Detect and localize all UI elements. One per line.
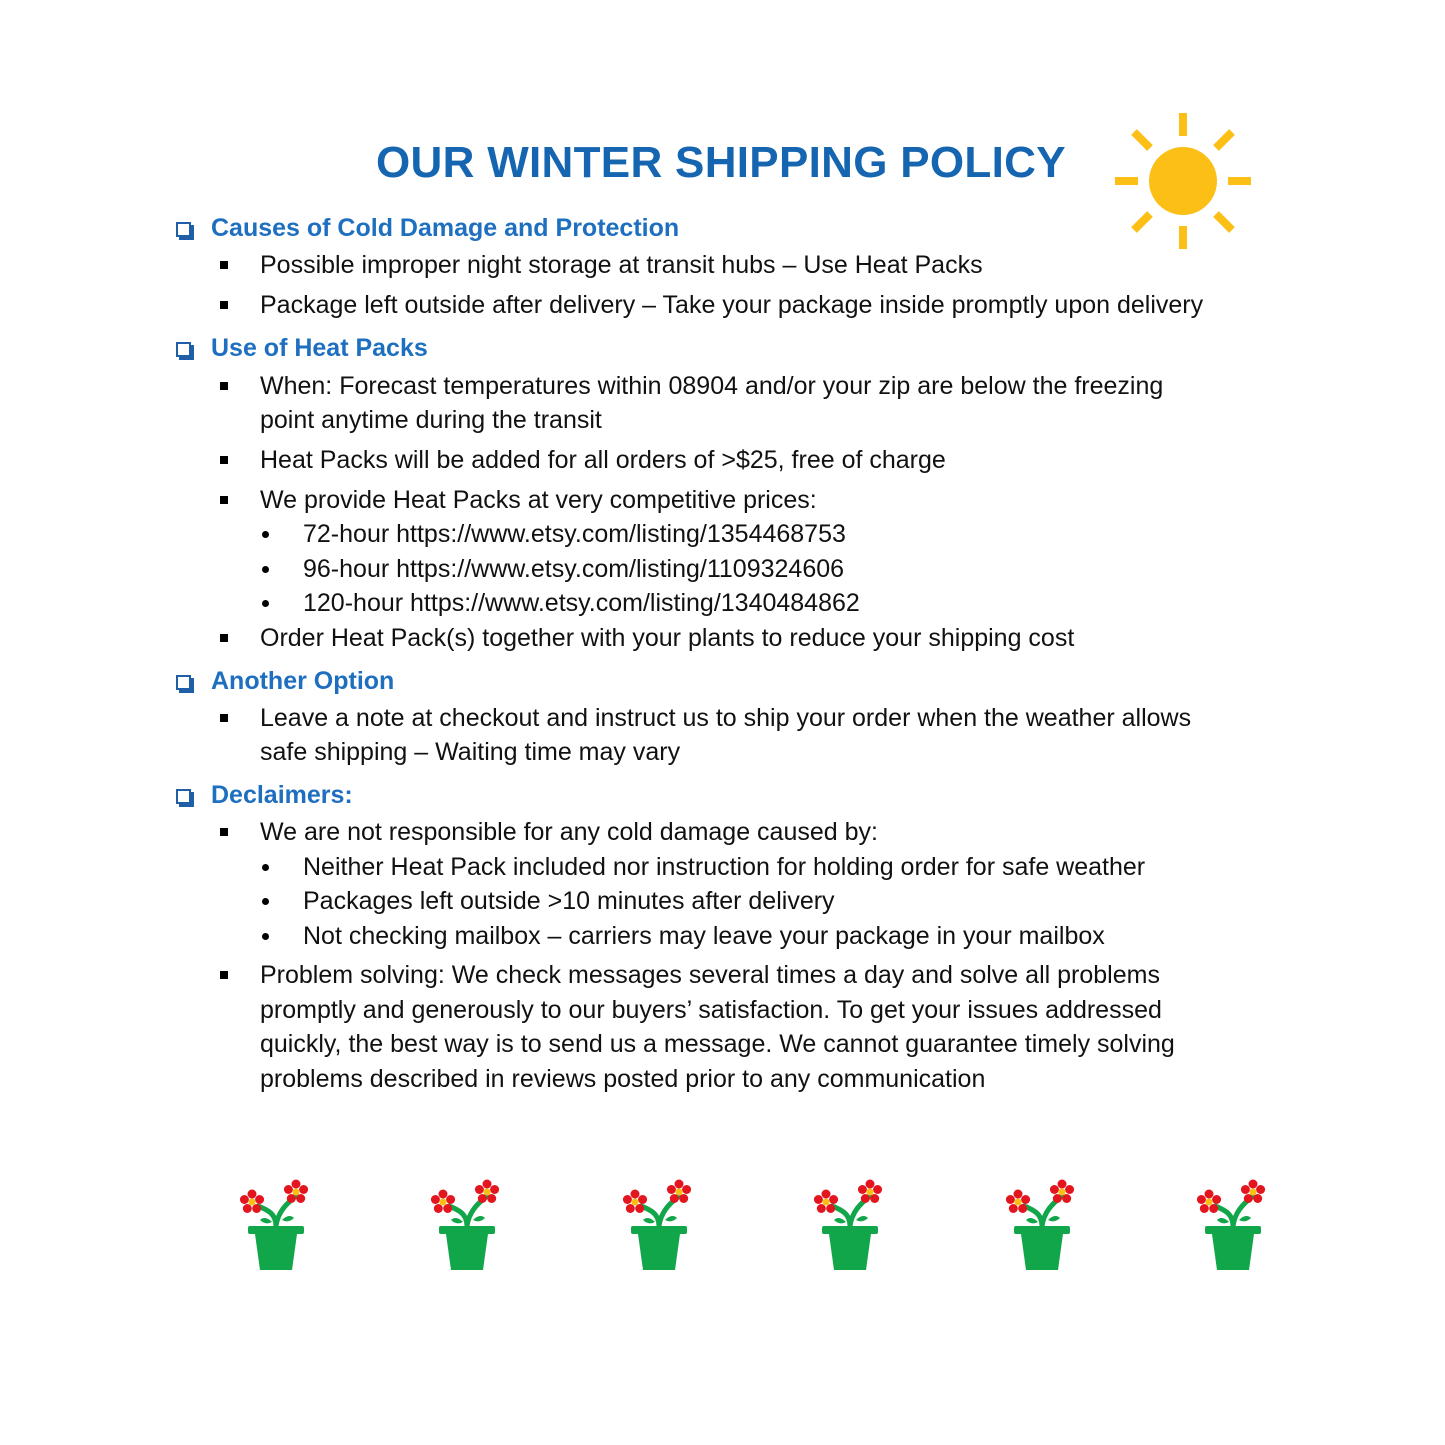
sub-list-item-text: 72-hour https://www.etsy.com/listing/1354468753	[303, 520, 846, 548]
square-bullet-icon	[220, 456, 228, 464]
square-bullet-icon	[220, 382, 228, 390]
section-heading-heat-packs	[176, 334, 428, 363]
section-heading-label: Use of Heat Packs	[211, 334, 428, 362]
square-bullet-icon	[220, 496, 228, 504]
round-bullet-icon	[262, 531, 269, 538]
sun-icon	[1112, 110, 1254, 252]
flower-pot-icon	[427, 1176, 507, 1274]
checkbox-icon	[176, 789, 191, 804]
list-item-text: Order Heat Pack(s) together with your plants to reduce your shipping cost	[260, 624, 1075, 652]
checkbox-icon	[176, 342, 191, 357]
section-heading-cold-damage	[176, 214, 679, 243]
sub-list-item-text: 96-hour https://www.etsy.com/listing/1109324606	[303, 555, 845, 583]
section-heading-label: Another Option	[211, 667, 395, 695]
flower-pot-icon	[619, 1176, 699, 1274]
sub-list-item-text: Not checking mailbox – carriers may leave your package in your mailbox	[303, 922, 1105, 950]
square-bullet-icon	[220, 634, 228, 642]
list-item-text: We provide Heat Packs at very competitive prices:	[260, 486, 817, 514]
list-item-text: point anytime during the transit	[260, 406, 602, 434]
list-item-text: quickly, the best way is to send us a message. We cannot guarantee timely solving	[260, 1030, 1175, 1058]
section-heading-label: Declaimers:	[211, 781, 353, 809]
checkbox-icon	[176, 675, 191, 690]
flower-pot-icon	[236, 1176, 316, 1274]
list-item-text: When: Forecast temperatures within 08904 and/or your zip are below the freezing	[260, 372, 1164, 400]
round-bullet-icon	[262, 933, 269, 940]
round-bullet-icon	[262, 864, 269, 871]
flower-pot-icon	[1193, 1176, 1273, 1274]
flower-pot-icon	[1002, 1176, 1082, 1274]
sub-list-item-text: 120-hour https://www.etsy.com/listing/1340484862	[303, 589, 860, 617]
square-bullet-icon	[220, 714, 228, 722]
square-bullet-icon	[220, 261, 228, 269]
section-heading-disclaimers	[176, 781, 353, 810]
checkbox-icon	[176, 222, 191, 237]
square-bullet-icon	[220, 301, 228, 309]
square-bullet-icon	[220, 971, 228, 979]
section-heading-another-option	[176, 667, 394, 696]
page-title: OUR WINTER SHIPPING POLICY	[376, 138, 1066, 187]
list-item-text: promptly and generously to our buyers’ satisfaction. To get your issues addressed	[260, 996, 1162, 1024]
list-item-text: Possible improper night storage at transit hubs – Use Heat Packs	[260, 251, 983, 279]
list-item-text: Problem solving: We check messages several times a day and solve all problems	[260, 961, 1160, 989]
round-bullet-icon	[262, 600, 269, 607]
list-item-text: safe shipping – Waiting time may vary	[260, 738, 681, 766]
sub-list-item-text: Packages left outside >10 minutes after delivery	[303, 887, 835, 915]
sub-list-item-text: Neither Heat Pack included nor instruction for holding order for safe weather	[303, 853, 1146, 881]
section-heading-label: Causes of Cold Damage and Protection	[211, 214, 680, 242]
list-item-text: problems described in reviews posted prior to any communication	[260, 1065, 986, 1093]
round-bullet-icon	[262, 566, 269, 573]
square-bullet-icon	[220, 828, 228, 836]
list-item-text: Heat Packs will be added for all orders of >$25, free of charge	[260, 446, 946, 474]
flower-pot-icon	[810, 1176, 890, 1274]
round-bullet-icon	[262, 898, 269, 905]
list-item-text: We are not responsible for any cold damage caused by:	[260, 818, 878, 846]
list-item-text: Leave a note at checkout and instruct us to ship your order when the weather allows	[260, 704, 1192, 732]
list-item-text: Package left outside after delivery – Take your package inside promptly upon delivery	[260, 291, 1204, 319]
